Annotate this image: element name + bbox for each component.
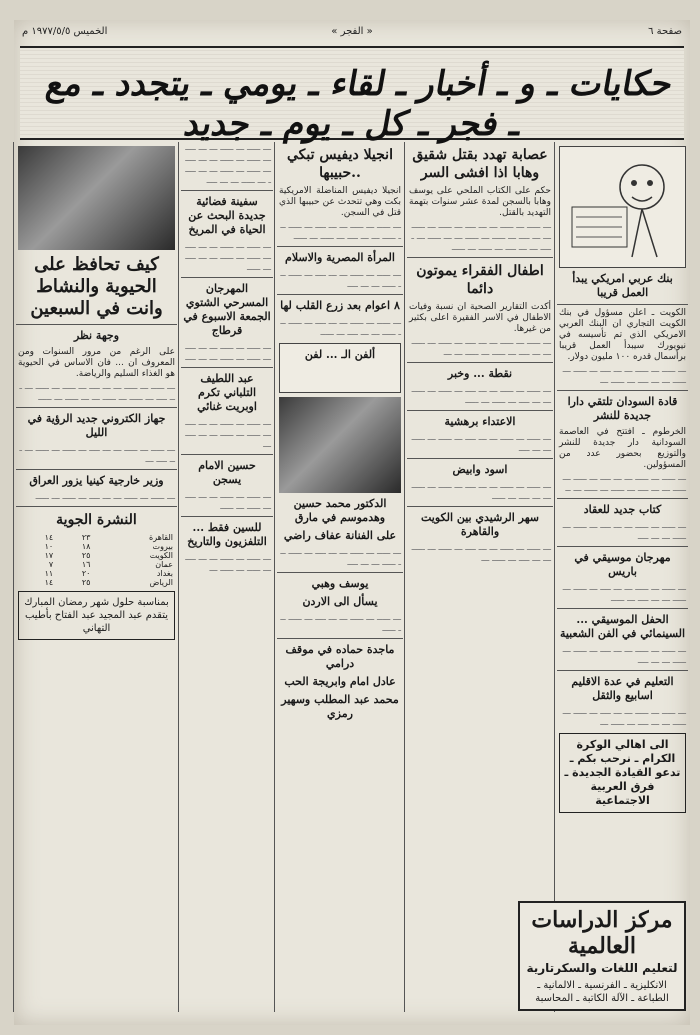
article-headline: عبد اللطيف التلباني تكرم اوبريت غنائي [197, 372, 257, 413]
weather-max: ١٦ [81, 560, 91, 569]
article-headline: اطفال الفقراء يموتون دائما [416, 263, 544, 297]
col-left: كيف تحافظ على الحيوية والنشاط وانت في السبعين وجهة نظر على الرغم من مرور السنوات ومن المعروف ان ... فان الاساس في الحيوية هو الغذاء السليم والرياضة. ـــ ـــــ ـــ ـــــ ـــ ـــ ــــ ـــ ـــــ ـــ ـــــ ـــ ـــ ــــ ـــ ـــــ ـــ ـــــ ـــ ـــ ـــــ ـــ ـــــ جهاز الكتروني جديد الرؤية في الليل ـــ ـــــ ـــ ـــــ ـــ ـــ ــــ ـــ ـــــ ـــ ـــــ ـــ ـــ ــــ ـــ وزير خارجية كينيا يزور العراق ـــ ـــــ ـــ ـــــ ـــ ـــ ــــ ـــ ـــــ ـــ ـــــ النشرة الجوية القاهرة ٢٣ ١٤ بيروت ١٨ ١٠ الكويت ٢٥ ١٧ عمان ١٦ ٧ بغداد ٢٠ ١١ الرياض ٢٥ ١٤ بمناسبة حلول شهر رمضان المبارك يتقدم عبد المجيد عبد الفتاح بأطيب التهاني [13, 142, 179, 1012]
cartoon-caption: بنك عربي امريكي يبدأ العمل قريبا [572, 272, 673, 299]
article-headline: للسين فقط ... التلفزيون والتاريخ [187, 521, 267, 548]
article-headline: التعليم في عدة الاقليم اسابيع والثقل [571, 675, 674, 702]
article-body: على الرغم من مرور السنوات ومن المعروف ان ... فان الاساس في الحيوية هو الغذاء السليم والرياضة. [18, 347, 175, 379]
masthead-banner: حكايات ـ و ـ أخبار ـ لقاء ـ يومي ـ يتجدد ـ مع ـ فجر ـ كل ـ يوم ـ جديد [42, 64, 677, 144]
article-headline: سهر الرشيدي بين الكويت والقاهرة [420, 511, 540, 538]
article-headline: اسود وابيض [452, 463, 508, 476]
cartoon-strip: ألفن الـ ... لفن [279, 343, 401, 393]
weather-city: الرياض [149, 578, 173, 587]
article-headline: وجهة نظر [73, 329, 120, 342]
article-headline: سفينة فضائية جديدة البحث عن الحياة في المريخ [188, 195, 266, 236]
weather-min: ١٠ [44, 542, 54, 551]
table-row [18, 533, 175, 542]
table-row [18, 542, 175, 551]
section-masthead [20, 46, 684, 144]
notice-box: الى اهالي الوكرة الكرام ـ نرحب بكم ـ تدعو القيادة الجديدة ـ فرق العربية الاجتماعية [559, 733, 686, 813]
newspaper-name: « الفجر » [331, 26, 373, 37]
photo-image [18, 146, 175, 250]
weather-city: القاهرة [149, 533, 173, 542]
weather-max: ٢٠ [81, 569, 91, 578]
ad-title: مركز الدراسات العالمية [531, 907, 673, 959]
article-body: الخرطوم ـ افتتح في العاصمة السودانية دار جديدة للنشر والتوزيع بحضور عدد من المسؤولين. [559, 427, 686, 470]
weather-city: بغداد [156, 569, 173, 578]
article-body: أكدت التقارير الصحية ان نسبة وفيات الاطفال في الاسر الفقيرة اعلى بكثير من غيرها. [409, 302, 551, 334]
article-headline: المهرجان المسرحي الشتوي الجمعة الاسبوع في قرطاج [183, 282, 271, 337]
running-head [14, 26, 690, 42]
article-headline: المرأة المصرية والاسلام [285, 251, 395, 264]
table-row [18, 578, 175, 587]
table-row [18, 551, 175, 560]
weather-max: ١٨ [81, 542, 91, 551]
greeting-ad: بمناسبة حلول شهر رمضان المبارك يتقدم عبد المجيد عبد الفتاح بأطيب التهاني [18, 591, 175, 640]
col-right: بنك عربي امريكي يبدأ العمل قريبا الكويت ـ اعلن مسؤول في بنك الكويت التجاري ان البنك العربي الامريكي الذي تم تأسيسه في نيويورك سيبدأ العمل قريبا برأسمال قدره ١٠٠ مليون دولار. ـــ ـــــ ـــ ـــــ ـــ ـــ ــــ ـــ ـــــ ـــ ـــــ ـــ ـــ ــــ ـــ ـــــ ـــ قادة السودان تلتقي دارا جديدة للنشر الخرطوم ـ افتتح في العاصمة السودانية دار جديدة للنشر والتوزيع بحضور عدد من المسؤولين. ـــ ـــــ ـــ ـــــ ـــ ـــ ــــ ـــ ـــــ ـــ ـــــ ـــ ـــ ــــ ـــ ـــــ ـــ ـــــ ـــ ــ كتاب جديد للعقاد ـــ ـــــ ـــ ـــــ ـــ ـــ ــــ ـــ ـــــ ـــ ـــــ ـــ ـــ ــــ مهرجان موسيقي في باريس ـــ ـــــ ـــ ـــــ ـــ ـــ ــــ ـــ ـــــ ـــ ـــــ ـــ ـــ ــــ ـــ ـــــ الحفل الموسيقي ... السينمائي في الفن الشعبية ـــ ـــــ ـــ ـــــ ـــ ـــ ــــ ـــ ـــــ ـــ ـــــ ـــ ـــ ــــ التعليم في عدة الاقليم اسابيع والثقل ـــ ـــــ ـــ ـــــ ـــ ـــ ــــ ـــ ـــــ ـــ ـــــ ـــ ـــ ــــ ـــ ـــــ ـــ الى اهالي الوكرة الكرام ـ نرحب بكم ـ تدعو القيادة الجديدة ـ فرق العربية الاجتماعية [554, 142, 690, 1012]
article-headline: قادة السودان تلتقي دارا جديدة للنشر [567, 395, 678, 422]
article-body: الكويت ـ اعلن مسؤول في بنك الكويت التجاري ان البنك العربي الامريكي الذي تم تأسيسه في نيويورك سيبدأ العمل قريبا برأسمال قدره ١٠٠ مليون دولار. [559, 308, 686, 362]
portrait-photo [279, 397, 401, 493]
weather-max: ٢٣ [81, 533, 91, 542]
article-body: حكم على الكتاب الملحي على يوسف وهابا بالسجن لمدة عشر سنوات بتهمة التهديد بالقتل. [409, 186, 551, 218]
weather-min: ١٧ [44, 551, 54, 560]
cartoon-drawing-icon [562, 147, 685, 263]
weather-min: ٧ [48, 560, 54, 569]
article-headline: مهرجان موسيقي في باريس [574, 551, 671, 578]
article-headline: نقطة ... وخبر [447, 367, 513, 380]
ad-body: الانكليزية ـ الفرنسية ـ الالمانية ـ الطباعة ـ الآلة الكاتبة ـ المحاسبة [535, 980, 669, 1004]
article-headline: كيف تحافظ على الحيوية والنشاط وانت في السبعين [30, 254, 163, 319]
col-midleft: ـــ ـــــ ـــ ـــــ ـــ ـــ ــــ ـــ ـــــ ـــ ـــــ ـــ ـــ ــــ ـــ ـــــ ـــ ـــــ ـــ ـــ ـــــ ـــ ـــــ ـــ ـــ ــــ سفينة فضائية جديدة البحث عن الحياة في المريخ ـــ ـــــ ـــ ـــــ ـــ ـــ ــــ ـــ ـــــ ـــ ـــــ ـــ ـــ ــــ ـــ ـــــ المهرجان المسرحي الشتوي الجمعة الاسبوع في قرطاج ـــ ـــــ ـــ ـــــ ـــ ـــ ــــ ـــ ـــــ ـــ ـــــ ـــ ـــ ــــ عبد اللطيف التلباني تكرم اوبريت غنائي ـــ ـــــ ـــ ـــــ ـــ ـــ ــــ ـــ ـــــ ـــ ـــــ ـــ ـــ ــــ ـــ حسين الامام يسجن ـــ ـــــ ـــ ـــــ ـــ ـــ ــــ ـــ ـــــ ـــ ـــــ للسين فقط ... التلفزيون والتاريخ ـــ ـــــ ـــ ـــــ ـــ ـــ ــــ ـــ ـــــ ـــ ـــــ ـــ [178, 142, 275, 1012]
col-middle: انجيلا ديفيس تبكي ..حبيبها انجيلا ديفيس المناضلة الامريكية بكت وهي تتحدث عن حبيبها الذي قتل في السجن. ـــ ـــــ ـــ ـــــ ـــ ـــ ــــ ـــ ـــــ ـــ ـــــ ـــ ـــ ــــ ـــ ـــــ ـــ ـــــ المرأة المصرية والاسلام ـــ ـــــ ـــ ـــــ ـــ ـــ ــــ ـــ ـــــ ـــ ـــــ ـــ ـــ ــــ ٨ اعوام بعد زرع القلب لها ـــ ـــــ ـــ ـــــ ـــ ـــ ــــ ـــ ـــــ ـــ ـــــ ـــ ـــ ــــ ـــ ـــــ ألفن الـ ... لفن الدكتور محمد حسين وهدموسم في مارق على الفنانة عفاف راضي ـــ ـــــ ـــ ـــــ ـــ ـــ ــــ ـــ ـــــ ـــ ـــــ ـــ ـــ ــــ يوسف وهبي يسأل الى الاردن ـــ ـــــ ـــ ـــــ ـــ ـــ ــــ ـــ ـــــ ـــ ـــــ ماجدة حماده في موقف درامي عادل امام وابريجة الحب محمد عبد المطلب وسهير رمزي [274, 142, 405, 1012]
article-headline: على الفنانة عفاف راضي [283, 529, 397, 542]
weather-min: ١١ [44, 569, 54, 578]
weather-table [18, 533, 175, 587]
table-row [18, 569, 175, 578]
ad-subtitle: لتعليم اللغات والسكرتارية [526, 961, 678, 975]
article-headline: ٨ اعوام بعد زرع القلب لها [280, 299, 400, 312]
article-headline: يسأل الى الاردن [302, 595, 378, 608]
weather-city: عمان [155, 560, 173, 569]
article-headline: كتاب جديد للعقاد [583, 503, 662, 516]
article-headline: الاعتداء برهشية [444, 415, 516, 428]
weather-max: ٢٥ [81, 578, 91, 587]
article-headline: الدكتور محمد حسين وهدموسم في مارق [293, 497, 387, 524]
date-line: الخميس ١٩٧٧/٥/٥ م [22, 26, 108, 37]
weather-max: ٢٥ [81, 551, 91, 560]
table-row [18, 560, 175, 569]
article-headline: حسين الامام يسجن [198, 459, 256, 486]
weather-min: ١٤ [44, 533, 54, 542]
article-headline: انجيلا ديفيس تبكي ..حبيبها [287, 147, 393, 181]
article-headline: عصابة تهدد بقتل شقيق وهابا اذا افشى السر [412, 147, 548, 181]
newspaper-page [14, 20, 690, 1025]
article-headline: يوسف وهبي [311, 577, 369, 590]
article-headline: عادل امام وابريجة الحب [284, 675, 396, 688]
article-headline: جهاز الكتروني جديد الرؤية في الليل [27, 412, 166, 439]
weather-city: الكويت [149, 551, 173, 560]
page-label: صفحة ٦ [648, 26, 682, 37]
article-body: انجيلا ديفيس المناضلة الامريكية بكت وهي تتحدث عن حبيبها الذي قتل في السجن. [279, 186, 401, 218]
weather-min: ١٤ [44, 578, 54, 587]
weather-heading: النشرة الجوية [56, 512, 137, 528]
article-headline: الحفل الموسيقي ... السينمائي في الفن الشعبية [559, 613, 686, 640]
article-headline: محمد عبد المطلب وسهير رمزي [281, 693, 399, 720]
article-headline: ماجدة حماده في موقف درامي [285, 643, 395, 670]
ad-box [514, 897, 690, 1015]
col-midright: عصابة تهدد بقتل شقيق وهابا اذا افشى السر حكم على الكتاب الملحي على يوسف وهابا بالسجن لمدة عشر سنوات بتهمة التهديد بالقتل. ـــ ـــــ ـــ ـــــ ـــ ـــ ــــ ـــ ـــــ ـــ ـــــ ـــ ـــ ــــ ـــ ـــــ ـــ ـــــ ـــ ـــ ـــــ ـــ ـــــ ـــ ـــ ــــ ـــ ـــــ ـــ ـــــ اطفال الفقراء يموتون دائما أكدت التقارير الصحية ان نسبة وفيات الاطفال في الاسر الفقيرة اعلى بكثير من غيرها. ـــ ـــــ ـــ ـــــ ـــ ـــ ــــ ـــ ـــــ ـــ ـــــ ـــ ـــ ــــ ـــ ـــــ ـــ ـــــ ـــ ـــ نقطة ... وخبر ـــ ـــــ ـــ ـــــ ـــ ـــ ــــ ـــ ـــــ ـــ ـــــ ـــ ـــ ــــ ـــ ـــــ ـــ ـــــ الاعتداء برهشية ـــ ـــــ ـــ ـــــ ـــ ـــ ــــ ـــ ـــــ ـــ ـــــ ـــ ـــ ــــ اسود وابيض ـــ ـــــ ـــ ـــــ ـــ ـــ ــــ ـــ ـــــ ـــ ـــــ ـــ ـــ ــــ ـــ ـــــ سهر الرشيدي بين الكويت والقاهرة ـــ ـــــ ـــ ـــــ ـــ ـــ ــــ ـــ ـــــ ـــ ـــــ ـــ ـــ ــــ ـــ ـــــ ـــ [404, 142, 555, 1012]
article-headline: وزير خارجية كينيا يزور العراق [29, 474, 164, 487]
weather-city: بيروت [152, 542, 173, 551]
cartoon-image [559, 146, 686, 268]
